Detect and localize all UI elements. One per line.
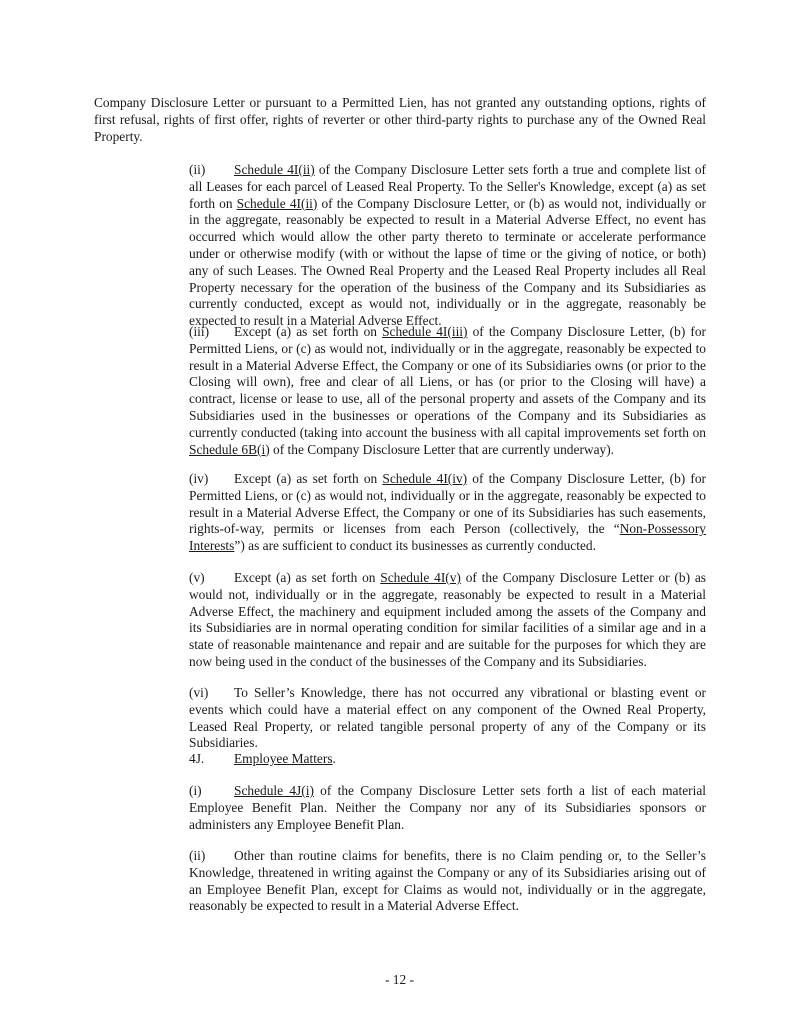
- section-title: Employee Matters: [234, 751, 333, 766]
- paragraph-text: of the Company Disclosure Letter, (b) for Permitted Liens, or (c) as would not, individually or in the aggregate, reasonably be expected to result in a Material Adverse Effect, the Company or one of its Subsidiaries has such easements, rights-of-way, permits or licenses from each Person (collectively, the “: [189, 471, 707, 537]
- paragraph-text: Except (a) as set forth on: [234, 471, 383, 486]
- paragraph-text: of the Company Disclosure Letter that are currently underway).: [269, 441, 615, 457]
- paragraph-number: (v): [189, 570, 205, 585]
- schedule-reference: Schedule 6B(i): [189, 441, 270, 457]
- paragraph-text: of the Company Disclosure Letter or (b) as would not, individually or in the aggregate, reasonably be expected to result in a Material Adverse Effect, the machinery and equipment included among the assets of the Company and its Subsidiaries are in normal operating condition for similar facilities of a similar age and in a state of reasonable maintenance and repair and are suitable for the purposes for which they are now being used in the conduct of the businesses of the Company and its Subsidiaries.: [189, 570, 706, 669]
- paragraph-vi: [94, 685, 706, 752]
- schedule-reference: Schedule 4I(ii): [234, 162, 315, 177]
- paragraph-text: of the Company Disclosure Letter, (b) for Permitted Liens, or (c) as would not, individually or in the aggregate, reasonably be expected to result in a Material Adverse Effect, the Company or one of its Subsidiaries owns (or prior to the Closing will own), free and clear of all Liens, or has (or prior to the Closing will have) a contract, license or lease to use, all of the personal property and assets of the Company and its Subsidiaries used in the businesses or operations of the Company and its Subsidiaries as currently conducted (taking into account the business with all capital improvements set forth on: [189, 324, 707, 440]
- section-title-period: .: [332, 751, 336, 766]
- schedule-reference: Schedule 4I(ii): [236, 195, 318, 211]
- paragraph-4j-ii: [94, 848, 706, 915]
- section-heading-4j: [189, 751, 336, 768]
- paragraph-text: ”) as are sufficient to conduct its businesses as currently conducted.: [234, 538, 596, 554]
- paragraph-v: [94, 570, 706, 671]
- paragraph-text: Except (a) as set forth on: [234, 324, 383, 339]
- paragraph-number: (i): [189, 783, 202, 798]
- paragraph-text: Except (a) as set forth on: [234, 570, 381, 585]
- paragraph-text: of the Company Disclosure Letter sets forth a list of each material Employee Benefit Plan. Neither the Company nor any of its Subsidiaries sponsors or administers any Employee Benefit Plan.: [189, 783, 706, 832]
- schedule-reference: Schedule 4I(v): [380, 570, 461, 585]
- paragraph-4j-i: [94, 783, 706, 833]
- paragraph-text: To Seller’s Knowledge, there has not occurred any vibrational or blasting event or events which could have a material effect on any component of the Owned Real Property, Leased Real Property, or related tangible personal property of any of the Company or its Subsidiaries.: [189, 685, 706, 751]
- section-number: 4J.: [189, 751, 205, 766]
- schedule-reference: Schedule 4J(i): [234, 783, 314, 798]
- defined-term: Non-Possessory Interests: [189, 521, 706, 554]
- paragraph-number: (iv): [189, 471, 209, 486]
- paragraph-iv: [94, 471, 706, 555]
- paragraph-number: (vi): [189, 685, 209, 700]
- paragraph-text: Other than routine claims for benefits, there is no Claim pending or, to the Seller’s Knowledge, threatened in writing against the Company or any of its Subsidiaries arising out of an Employee Benefit Plan, except for Claims as would not, individually or in the aggregate, reasonably be expected to result in a Material Adverse Effect.: [189, 848, 706, 914]
- paragraph-number: (ii): [189, 162, 206, 177]
- paragraph-text: of the Company Disclosure Letter sets forth a true and complete list of all Leases for each parcel of Leased Real Property. To the Seller's Knowledge, except (a) as set forth on: [189, 162, 707, 211]
- intro-text: Company Disclosure Letter or pursuant to a Permitted Lien, has not granted any outstanding options, rights of first refusal, rights of first offer, rights of reverter or other third-party rights to purchase any of the Owned Real Property.: [94, 95, 706, 144]
- intro-paragraph: [94, 95, 706, 145]
- paragraph-text: of the Company Disclosure Letter, or (b) as would not, individually or in the aggregate, reasonably be expected to result in a Material Adverse Effect, no event has occurred which would allow the other party thereto to terminate or accelerate performance under or otherwise modify (with or without the lapse of time or the giving of notice, or both) any of such Leases. The Owned Real Property and the Leased Real Property includes all Real Property necessary for the operation of the business of the Company and its Subsidiaries as currently conducted, except as would not, individually or in the aggregate, reasonably be expected to result in a Material Adverse Effect.: [189, 195, 706, 329]
- schedule-reference: Schedule 4I(iii): [382, 324, 468, 339]
- page-number: - 12 -: [384, 972, 414, 987]
- paragraph-ii: [94, 162, 706, 330]
- paragraph-number: (iii): [189, 324, 210, 339]
- schedule-reference: Schedule 4I(iv): [382, 471, 468, 486]
- paragraph-number: (ii): [189, 848, 206, 863]
- paragraph-iii: [94, 324, 706, 458]
